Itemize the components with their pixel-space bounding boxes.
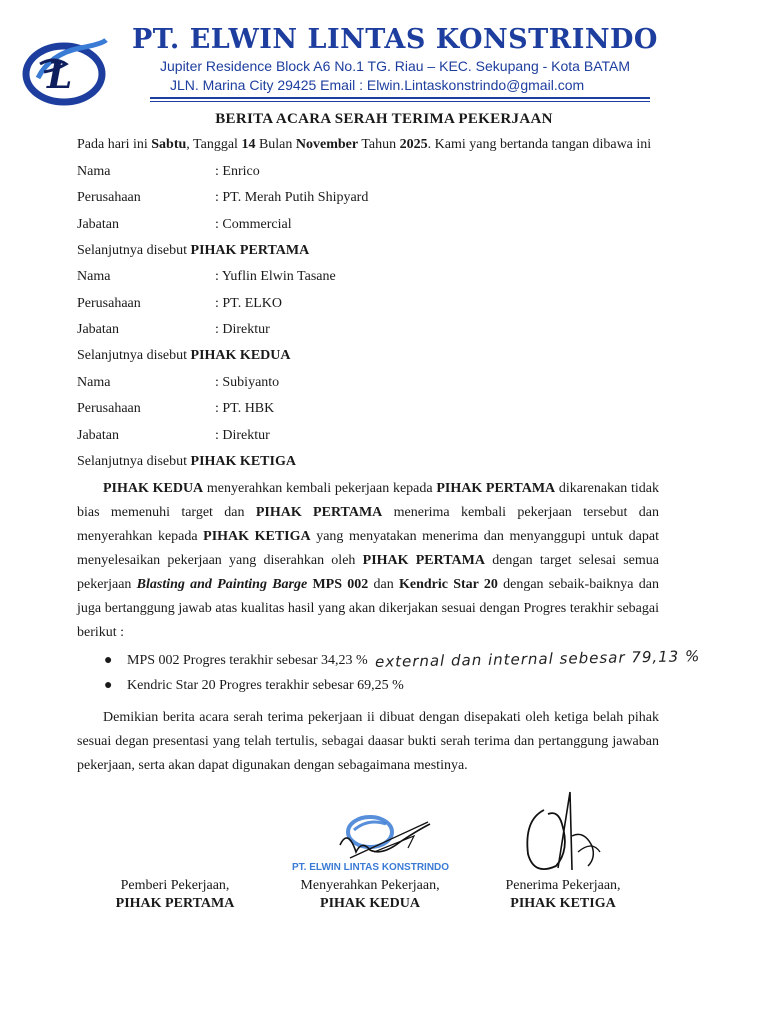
- field-label: Jabatan: [77, 322, 119, 337]
- field-value: : Direktur: [215, 428, 270, 443]
- field-label: Nama: [77, 375, 111, 390]
- party-2-name-row: [77, 269, 336, 285]
- party-3-position-row: [77, 428, 270, 444]
- paragraph-line: menyelesaikan pekerjaan yang diserahkan oleh PIHAK PERTAMA dengan target selesai semua: [77, 553, 659, 568]
- party-1-company-row: [77, 190, 368, 206]
- signature-party: PIHAK KETIGA: [510, 896, 616, 911]
- field-value: : PT. Merah Putih Shipyard: [215, 190, 369, 205]
- signature-party: PIHAK KEDUA: [320, 896, 420, 911]
- closing-paragraph: [77, 706, 659, 778]
- letterhead-divider: [150, 97, 650, 99]
- party-1-position-row: [77, 217, 292, 233]
- signature-party: PIHAK PERTAMA: [115, 896, 235, 911]
- field-value: : Enrico: [215, 164, 260, 179]
- intro-sentence: Pada hari ini Sabtu, Tanggal 14 Bulan November Tahun 2025. Kami yang bertanda tangan dibawa ini: [77, 137, 652, 152]
- field-value: : PT. ELKO: [215, 296, 283, 311]
- bullet-icon: ●: [104, 678, 113, 693]
- party-1-designation: Selanjutnya disebut PIHAK PERTAMA: [77, 243, 310, 258]
- paragraph-line: bias memenuhi target dan PIHAK PERTAMA menerima kembali pekerjaan tersebut dan: [77, 505, 659, 520]
- list-item: [104, 653, 368, 669]
- paragraph-line: menyerahkan kepada PIHAK KETIGA yang menyatakan menerima dan menyanggupi untuk dapat: [77, 529, 659, 544]
- paragraph-line: sesuai degan presentasi yang telah tertulis, sebagai daasar bukti serah terima dan pertanggung jawaban: [77, 734, 659, 749]
- paragraph-line: Demikian berita acara serah terima pekerjaan ii dibuat dengan disepakati oleh ketiga belah pihak: [103, 710, 659, 725]
- field-label: Jabatan: [77, 428, 119, 443]
- party-2-position-row: [77, 322, 270, 338]
- party-2-designation: Selanjutnya disebut PIHAK KEDUA: [77, 348, 291, 363]
- bullet-icon: ●: [104, 653, 113, 668]
- signature-role: Penerima Pekerjaan,: [505, 878, 621, 893]
- stamp-text: PT. ELWIN LINTAS KONSTRINDO: [292, 862, 450, 873]
- elwin-logo-icon: [20, 34, 112, 110]
- field-label: Jabatan: [77, 217, 119, 232]
- paragraph-line: juga bertanggung jawab atas kualitas hasil yang akan dikerjakan sesuai dengan Progres terakhir sebagai: [77, 601, 659, 616]
- progress-text: MPS 002 Progres terakhir sebesar 34,23 %: [127, 653, 368, 668]
- signature-role: Menyerahkan Pekerjaan,: [300, 878, 440, 893]
- paragraph-line: pekerjaan, serta akan dapat digunakan dengan sebagaimana mestinya.: [77, 758, 468, 773]
- signature-block-pihak-pertama: [105, 878, 245, 912]
- signature-block-pihak-kedua: [290, 878, 450, 912]
- paragraph-line: PIHAK KEDUA menyerahkan kembali pekerjaan kepada PIHAK PERTAMA dikarenakan tidak: [103, 481, 660, 496]
- field-value: : Commercial: [215, 217, 292, 232]
- field-value: : Subiyanto: [215, 375, 280, 390]
- field-label: Perusahaan: [77, 190, 141, 205]
- field-label: Perusahaan: [77, 401, 141, 416]
- company-name: PT. ELWIN LINTAS KONSTRINDO: [132, 24, 658, 55]
- field-label: Perusahaan: [77, 296, 141, 311]
- signature-block-pihak-ketiga: [493, 878, 633, 912]
- handwritten-note: external dan internal sebesar 79,13 %: [374, 647, 701, 671]
- party-3-designation: Selanjutnya disebut PIHAK KETIGA: [77, 454, 296, 469]
- paragraph-line: pekerjaan Blasting and Painting Barge MPS 002 dan Kendric Star 20 dengan sebaik-baiknya dan: [77, 577, 659, 592]
- company-address: Jupiter Residence Block A6 No.1 TG. Riau – KEC. Sekupang - Kota BATAM: [160, 58, 631, 74]
- handwritten-signature: [500, 790, 620, 890]
- party-2-company-row: [77, 296, 282, 312]
- party-3-name-row: [77, 375, 279, 391]
- company-stamp: [290, 800, 460, 885]
- field-value: : Direktur: [215, 322, 270, 337]
- paragraph-line: berikut :: [77, 625, 125, 640]
- party-1-name-row: [77, 164, 260, 180]
- company-contact: JLN. Marina City 29425 Email : Elwin.Lintaskonstrindo@gmail.com: [170, 77, 585, 93]
- document-title: BERITA ACARA SERAH TERIMA PEKERJAAN: [215, 111, 553, 127]
- progress-text: Kendric Star 20 Progres terakhir sebesar 69,25 %: [127, 678, 404, 693]
- field-label: Nama: [77, 269, 111, 284]
- signature-role: Pemberi Pekerjaan,: [120, 878, 230, 893]
- field-label: Nama: [77, 164, 111, 179]
- list-item: [104, 678, 404, 694]
- body-paragraph: [77, 477, 659, 645]
- field-value: : PT. HBK: [215, 401, 275, 416]
- svg-text:L: L: [47, 55, 73, 97]
- party-3-company-row: [77, 401, 274, 417]
- field-value: : Yuflin Elwin Tasane: [215, 269, 336, 284]
- letterhead-divider-thin: [150, 101, 650, 102]
